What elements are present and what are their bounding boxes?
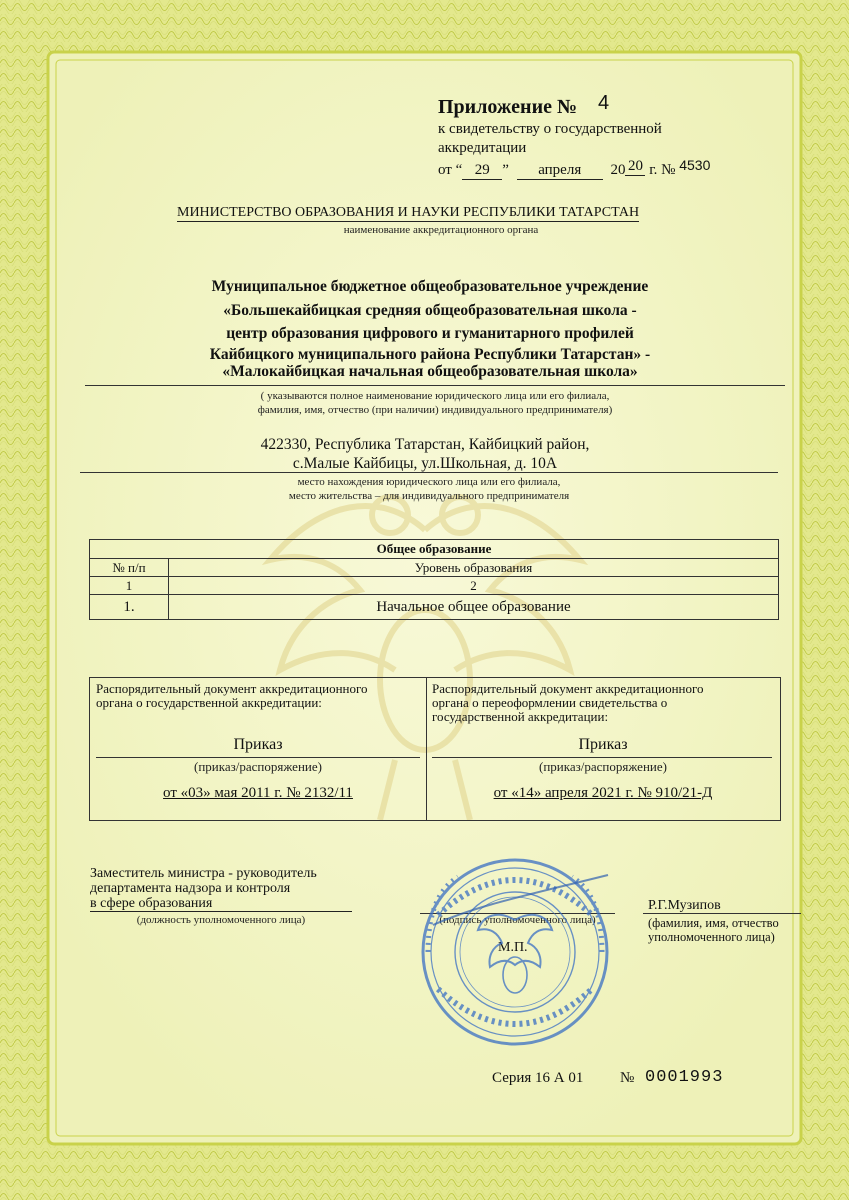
address-caption-2: место жительства – для индивидуального предпринимателя (288, 490, 570, 502)
left-order-date: от «03» мая 2011 г. № 2132/11 (163, 785, 353, 801)
sign-caption: (подпись уполномоченного лица) (439, 914, 596, 926)
authority-caption: наименование аккредитационного органа (343, 224, 539, 236)
documents-right-column (427, 678, 779, 820)
organization-line-1: Муниципальное бюджетное общеобразовательное учреждение (211, 278, 649, 295)
signer-name: Р.Г.Музипов (648, 898, 721, 913)
column-index-1: 1 (90, 577, 169, 595)
right-heading-3: государственной аккредитации: (432, 709, 609, 724)
signer-position (90, 866, 352, 912)
right-heading-2: органа о переоформлении свидетельства о (432, 695, 668, 710)
organization-line-5: «Малокайбицкая начальная общеобразовательная школа» (222, 362, 638, 380)
left-order-type: Приказ (233, 736, 283, 753)
left-heading-1: Распорядительный документ аккредитационного (96, 681, 368, 696)
name-caption-2: уполномоченного лица) (648, 930, 775, 944)
column-header-level: Уровень образования (169, 559, 779, 577)
year-suffix: 20 (625, 158, 645, 176)
series-label: Серия 16 А 01 (492, 1070, 584, 1086)
education-table-title: Общее образование (90, 540, 779, 559)
address-line-1: 422330, Республика Татарстан, Кайбицкий район, (260, 436, 590, 453)
organization-line-4: Кайбицкого муниципального района Республики Татарстан» - (209, 345, 651, 363)
official-seal-stamp (418, 855, 613, 1050)
column-header-number: № п/п (90, 559, 169, 577)
right-order-date: от «14» апреля 2021 г. № 910/21-Д (493, 785, 713, 801)
signer-position-line-3: в сфере образования (90, 896, 352, 912)
organization-caption-1: ( указываются полное наименование юридического лица или его филиала, (260, 390, 610, 402)
series-number: 0001993 (645, 1068, 724, 1087)
right-heading-1: Распорядительный документ аккредитационного (432, 681, 704, 696)
documents-left-column (90, 678, 427, 820)
signer-position-line-1: Заместитель министра - руководитель (90, 866, 317, 881)
appendix-title: Приложение № (438, 96, 578, 118)
year-prefix: 20 (610, 162, 626, 178)
cert-number: 4530 (679, 157, 711, 173)
row-number: 1. (90, 595, 169, 620)
organization-line-2: «Большекайбицкая средняя общеобразовательная школа - (223, 301, 637, 319)
education-table (89, 539, 779, 620)
name-caption-1: (фамилия, имя, отчество (648, 916, 779, 930)
appendix-line2: аккредитации (438, 140, 527, 156)
authority-name: МИНИСТЕРСТВО ОБРАЗОВАНИЯ И НАУКИ РЕСПУБЛИКИ ТАТАРСТАН (177, 205, 640, 220)
signer-position-line-2: департамента надзора и контроля (90, 881, 291, 896)
column-index-2: 2 (169, 577, 779, 595)
organization-block (120, 275, 740, 380)
row-level: Начальное общее образование (169, 595, 779, 620)
appendix-date-line: от “ 29 ” апреля 20 20 г. № 4530 (438, 157, 711, 178)
date-month: апреля (517, 162, 603, 180)
right-order-type: Приказ (578, 736, 628, 753)
address-underline (80, 472, 778, 473)
date-prefix: от (438, 162, 452, 178)
table-row (90, 595, 779, 620)
stamp-place: М.П. (498, 940, 528, 955)
year-sep: г. № (649, 162, 676, 178)
left-order-caption: (приказ/распоряжение) (194, 759, 322, 774)
right-order-caption: (приказ/распоряжение) (539, 759, 667, 774)
address-line-2: с.Малые Кайбицы, ул.Школьная, д. 10А (292, 455, 558, 472)
date-day: 29 (462, 162, 502, 180)
appendix-number: 4 (598, 92, 610, 114)
appendix-line1: к свидетельству о государственной (438, 121, 662, 137)
address-caption-1: место нахождения юридического лица или его филиала, (297, 476, 561, 488)
organization-underline (85, 385, 785, 386)
position-caption: (должность уполномоченного лица) (136, 914, 306, 926)
series-no-label: № (620, 1070, 635, 1086)
organization-line-3: центр образования цифрового и гуманитарного профилей (226, 325, 634, 342)
documents-table (89, 677, 781, 821)
left-heading-2: органа о государственной аккредитации: (96, 695, 322, 710)
organization-caption-2: фамилия, имя, отчество (при наличии) индивидуального предпринимателя) (257, 404, 613, 416)
